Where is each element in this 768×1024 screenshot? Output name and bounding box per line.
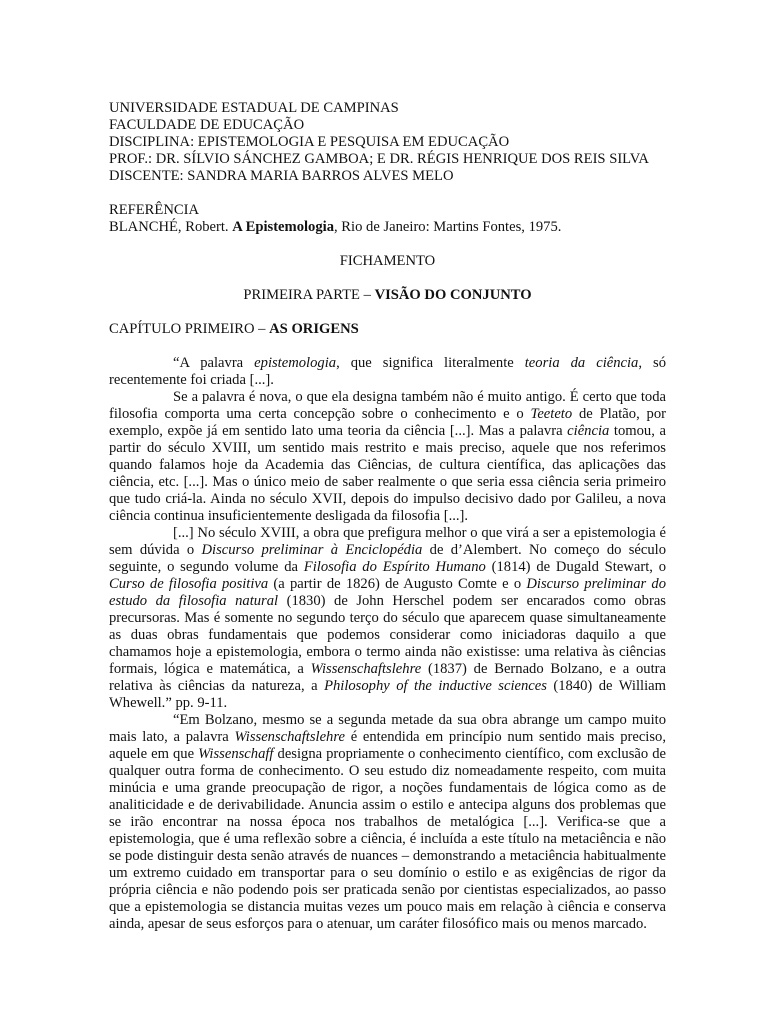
header-professors: PROF.: DR. SÍLVIO SÁNCHEZ GAMBOA; E DR. RÉGIS HENRIQUE DOS REIS SILVA (109, 151, 649, 167)
italic-term: epistemologia (254, 355, 337, 371)
reference-publisher: , Rio de Janeiro: Martins Fontes, 1975. (334, 219, 562, 235)
text-run: (1840) de William Whewell.” pp. 9-11. (109, 678, 666, 711)
header-discipline: DISCIPLINA: EPISTEMOLOGIA E PESQUISA EM EDUCAÇÃO (109, 134, 510, 150)
paragraph-4 (109, 712, 666, 933)
reference-citation (109, 219, 666, 236)
text-run: , que significa literalmente (336, 355, 525, 371)
italic-term: Philosophy of the inductive sciences (324, 678, 547, 694)
paragraph-2 (109, 389, 666, 525)
chapter-prefix: CAPÍTULO PRIMEIRO – (109, 321, 270, 337)
fichamento-title: FICHAMENTO (339, 253, 436, 269)
text-run: , só recentemente foi criada [...]. (109, 355, 666, 388)
document-page (109, 100, 666, 933)
reference-author: BLANCHÉ, Robert. (109, 219, 233, 235)
text-run: [...] No século XVIII, a obra que prefigura melhor o que virá a ser a epistemologia é sem dúvida o (109, 525, 666, 558)
text-run: “A palavra (173, 355, 255, 371)
header-university: UNIVERSIDADE ESTADUAL DE CAMPINAS (109, 100, 399, 116)
part-title: VISÃO DO CONJUNTO (374, 287, 532, 303)
text-run: (1837) de Bernado Bolzano, e a outra relativa às ciências da natureza, a (109, 661, 666, 694)
text-run: (1814) de Dugald Stewart, o (485, 559, 666, 575)
paragraph-1 (109, 355, 666, 389)
italic-term: Wissenschaftslehre (310, 661, 422, 677)
text-run: (1830) de John Herschel podem ser encarados como obras precursoras. Mas é somente no segundo terço do século que aparecem quase simultaneamente as duas obras fundamentais que podemos considerar como iniciadoras daquilo a que chamamos hoje a epistemologia, embora o termo ainda não existisse: uma relativa às ciências formais, lógica e matemática, a (109, 593, 666, 677)
part-heading (109, 287, 666, 304)
text-run: tomou, a partir do século XVIII, um sentido mais restrito e mais preciso, aquele que nos referimos quando falamos hoje da Academia das Ciências, de cultura científica, das aplicações das ciência, etc. [...]. Mas o único meio de saber realmente o que seria essa ciência seria primeiro que tudo criá-la. Ainda no século XVII, depois do impulso decisivo dado por Galileu, a nova ciência continua insuficientemente desligada da filosofia [...]. (109, 423, 666, 524)
italic-term: Discurso preliminar do estudo da filosofia natural (109, 576, 666, 609)
text-run: designa propriamente o conhecimento científico, com exclusão de qualquer outra forma de conhecimento. O seu estudo diz nomeadamente respeito, com muita minúcia e uma grande preocupação de rigor, a noções fundamentais de lógica como as de analiticidade e de derivabilidade. Anuncia assim o estilo e antecipa alguns dos problemas que se irão encontrar na nossa época nos trabalhos de metalógica [...]. Verifica-se que a epistemologia, que é uma reflexão sobre a ciência, é incluída a este título na metaciência e não se pode distinguir desta senão através de nuances – demonstrando a metaciência habitualmente um extremo cuidado em transportar para o seu domínio o estilo e as exigências de rigor da própria ciência e não podendo pois ser praticada senão por cientistas especializados, ao passo que a epistemologia se distancia muitas vezes um pouco mais em relação à ciência e conserva ainda, apesar de seus esforços para o atenuar, um caráter filosófico mais ou menos marcado. (109, 746, 666, 932)
reference-heading: REFERÊNCIA (109, 202, 199, 218)
chapter-title: AS ORIGENS (269, 321, 359, 337)
italic-term: Teeteto (530, 406, 573, 422)
header-student: DISCENTE: SANDRA MARIA BARROS ALVES MELO (109, 168, 454, 184)
header-faculty: FACULDADE DE EDUCAÇÃO (109, 117, 305, 133)
italic-term: Wissenschaff (198, 746, 274, 762)
paragraph-3 (109, 525, 666, 712)
reference-title: A Epistemologia (232, 219, 334, 235)
italic-term: Filosofia do Espírito Humano (303, 559, 486, 575)
text-run: Se a palavra é nova, o que ela designa também não é muito antigo. É certo que toda filosofia comporta uma certa concepção sobre o conhecimento e o (109, 389, 666, 422)
part-prefix: PRIMEIRA PARTE – (243, 287, 375, 303)
text-run: é entendida em princípio num sentido mais preciso, aquele em que (109, 729, 666, 762)
text-run: de d’Alembert. No começo do século seguinte, o segundo volume da (109, 542, 667, 575)
chapter-heading (109, 321, 666, 338)
italic-term: ciência (567, 423, 610, 439)
italic-term: Discurso preliminar à Enciclopédia (201, 542, 423, 558)
document-header (109, 100, 666, 185)
italic-term: teoria da ciência (524, 355, 639, 371)
text-run: de Platão, por exemplo, expõe já em sentido lato uma teoria da ciência [...]. Mas a palavra (109, 406, 666, 439)
text-run: (a partir de 1826) de Augusto Comte e o (268, 576, 527, 592)
text-run: “Em Bolzano, mesmo se a segunda metade da sua obra abrange um campo muito mais lato, a palavra (109, 712, 666, 745)
italic-term: Wissenschaftslehre (234, 729, 345, 745)
reference-section (109, 202, 666, 236)
italic-term: Curso de filosofia positiva (109, 576, 269, 592)
